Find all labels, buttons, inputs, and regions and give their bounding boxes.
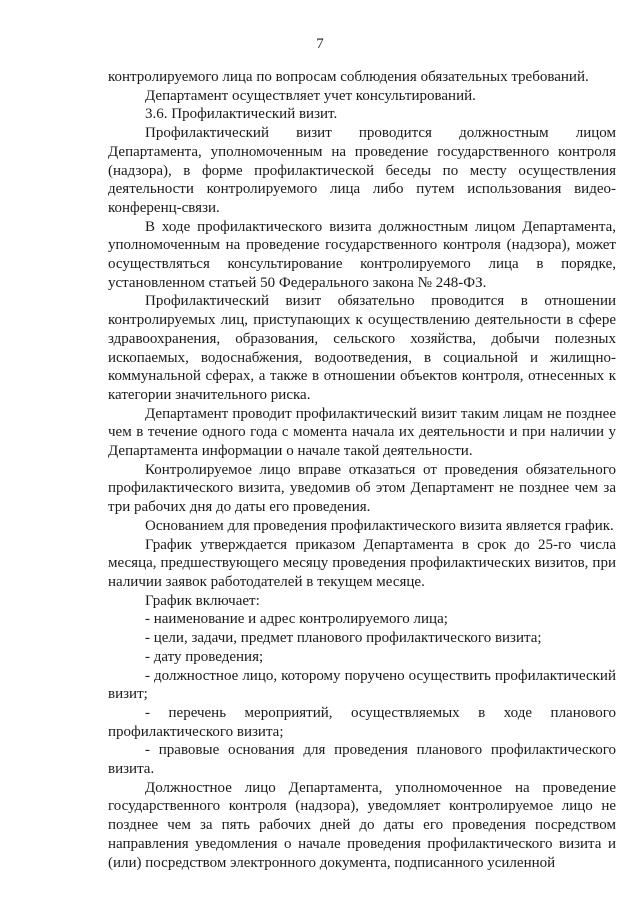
- paragraph: Профилактический визит обязательно проводится в отношении контролируемых лиц, приступающих к осуществлению деятельности в сфере здравоохранения, образования, сельского хозяйства, добычи полезных ископаемых, водоснабжения, водоотведения, в социальной и жилищно-коммунальной сферах, а также в отношении объектов контроля, отнесенных к категории значительного риска.: [108, 293, 616, 403]
- paragraph: Департамент проводит профилактический визит таким лицам не позднее чем в течение одного года с момента начала их деятельности и при наличии у Департамента информации о начале такой деятельности.: [108, 405, 616, 460]
- paragraph: Департамент осуществляет учет консультирований.: [145, 87, 476, 104]
- paragraph: Профилактический визит проводится должностным лицом Департамента, уполномоченным на проведение государственного контроля (надзора), в форме профилактической беседы по месту осуществления деятельности контролируемого лица либо путем использования видео-конференц-связи.: [108, 125, 616, 216]
- page-number: 7: [316, 36, 324, 52]
- paragraph: График утверждается приказом Департамента в срок до 25-го числа месяца, предшествующего месяцу проведения профилактических визитов, при наличии заявок работодателей в текущем месяце.: [108, 536, 616, 590]
- paragraph: Должностное лицо Департамента, уполномоченное на проведение государственного контроля (надзора), уведомляет контролируемое лицо не позднее чем за пять рабочих дней до даты его проведения посредством направления уведомления о начале проведения профилактического визита и (или) посредством электронного документа, подписанного усиленной: [108, 779, 616, 871]
- list-item: - правовые основания для проведения планового профилактического визита.: [108, 742, 616, 778]
- paragraph: В ходе профилактического визита должностным лицом Департамента, уполномоченным на проведение государственного контроля (надзора), может осуществляться консультирование контролируемого лица в порядке, установленном статьей 50 Федерального закона № 248-ФЗ.: [108, 218, 616, 291]
- list-item: - перечень мероприятий, осуществляемых в ходе планового профилактического визита;: [108, 704, 616, 740]
- list-item: - цели, задачи, предмет планового профилактического визита;: [145, 630, 542, 647]
- section-heading: 3.6. Профилактический визит.: [145, 106, 338, 123]
- paragraph: контролируемого лица по вопросам соблюдения обязательных требований.: [108, 69, 589, 85]
- list-item: - дату проведения;: [145, 648, 264, 665]
- paragraph: Контролируемое лицо вправе отказаться от проведения обязательного профилактического визита, уведомив об этом Департамент не позднее чем за три рабочих дня до даты его проведения.: [108, 461, 616, 516]
- paragraph: График включает:: [145, 592, 260, 609]
- paragraph: Основанием для проведения профилактического визита является график.: [145, 517, 614, 534]
- list-item: - должностное лицо, которому поручено осуществить профилактический визит;: [108, 667, 616, 703]
- list-item: - наименование и адрес контролируемого лица;: [145, 611, 448, 628]
- body-text: [108, 68, 616, 872]
